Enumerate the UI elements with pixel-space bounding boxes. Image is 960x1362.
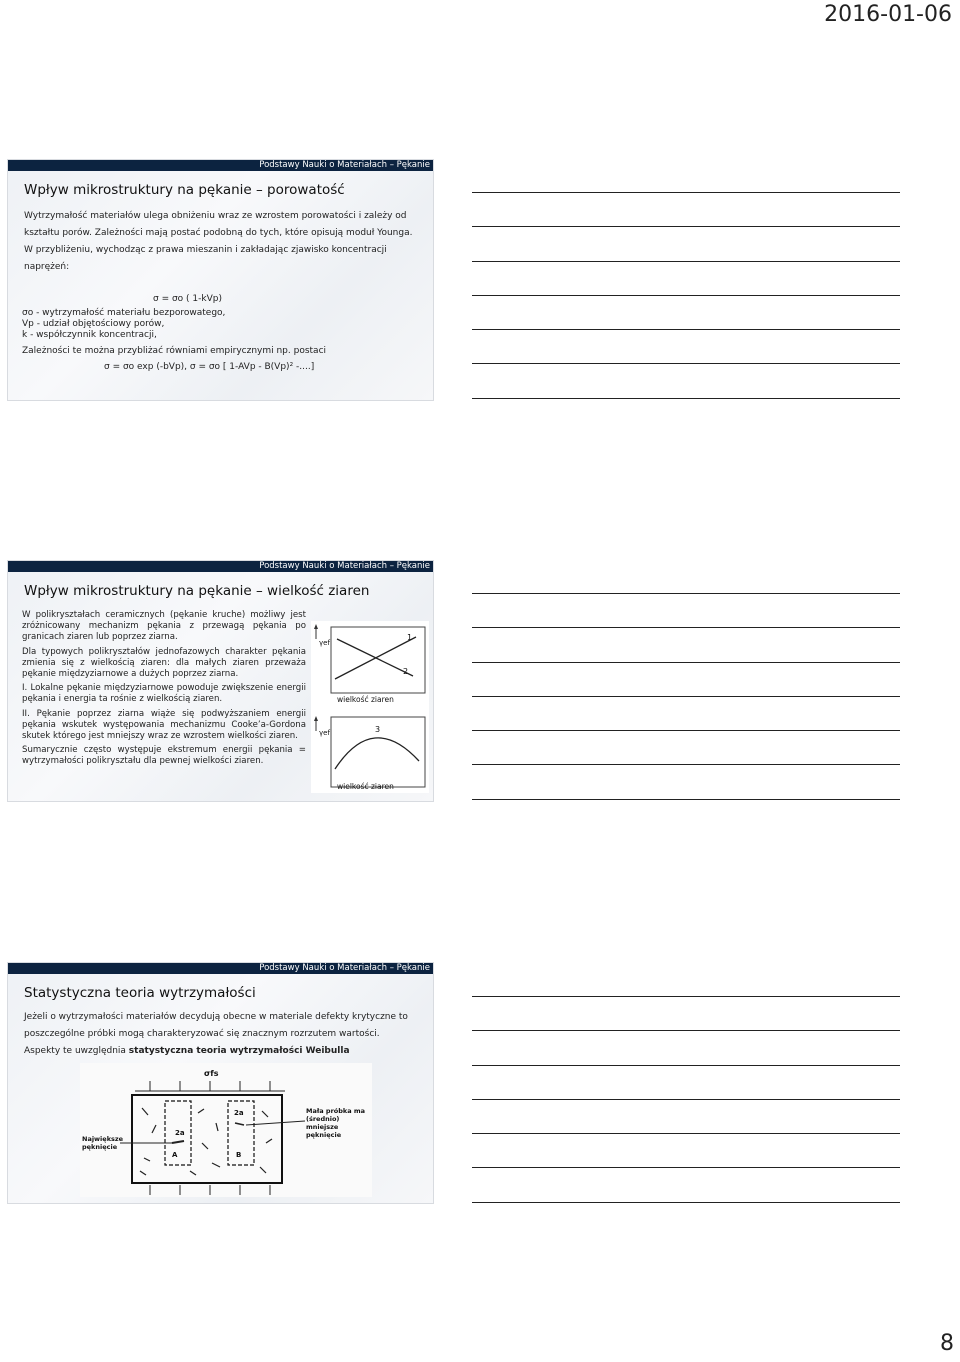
definitions — [22, 308, 225, 341]
slide-title: Statystyczna teoria wytrzymałości — [24, 985, 256, 1001]
paragraph: II. Pękanie poprzez ziarna wiąże się podwyższaniem energii pękania wskutek występowania mechanizmu Cooke’a-Gordona skutek którego jest mniejszy wraz ze wzrostem wielkości ziaren. — [22, 708, 306, 742]
slide-title: Wpływ mikrostruktury na pękanie – porowatość — [24, 182, 345, 198]
paragraph-bold: statystyczna teoria wytrzymałości Weibulla — [128, 1046, 350, 1056]
slide-body — [24, 1009, 424, 1060]
specimen-b-label: B — [236, 1151, 242, 1159]
slide-tag: Podstawy Nauki o Materiałach – Pękanie — [259, 561, 430, 571]
slide-header-bar — [8, 561, 433, 572]
x-axis-label: wielkość ziaren — [337, 782, 394, 791]
stress-label: σfs — [204, 1069, 219, 1078]
small-specimen-label: Mała próbka ma (średnio) mniejsze pęknięcie — [306, 1107, 366, 1139]
formula-main: σ = σo ( 1-kVp) — [153, 294, 222, 304]
paragraph: Zależności te można przybliżać równiami empirycznymi np. postaci — [22, 346, 327, 356]
slide-header-bar — [8, 963, 433, 974]
paragraph: W polikryształach ceramicznych (pękanie kruche) możliwy jest zróżnicowany mechanizm pękania z przewagą pękania po granicach ziaren lub poprzez ziarna. — [22, 610, 306, 643]
specimen-a-label: A — [172, 1151, 178, 1159]
definition: σo - wytrzymałość materiału bezporowatego, — [22, 308, 226, 318]
y-axis-label: γef — [319, 729, 330, 737]
slide-porowatosc — [7, 159, 434, 401]
definition: Vp - udział objętościowy porów, — [22, 319, 165, 329]
slide-wielkosc-ziaren — [7, 560, 434, 802]
paragraph: Jeżeli o wytrzymałości materiałów decydują obecne w materiale defekty krytyczne to poszczególne próbki mogą charakteryzować się znacznym rozrzutem wartości. — [24, 1012, 408, 1039]
slide-title: Wpływ mikrostruktury na pękanie – wielkość ziaren — [24, 583, 370, 599]
page-number: 8 — [940, 1331, 954, 1356]
largest-crack-label: Największe pęknięcie — [82, 1135, 124, 1151]
curve-label-3: 3 — [375, 725, 381, 734]
slide-statystyczna-teoria — [7, 962, 434, 1204]
grain-size-figure — [311, 621, 429, 793]
weibull-figure — [80, 1063, 372, 1197]
paragraph: W przybliżeniu, wychodząc z prawa mieszanin i zakładając zjawisko koncentracji naprężeń: — [24, 245, 387, 272]
y-axis-label: γef — [319, 639, 330, 647]
paragraph: Wytrzymałość materiałów ulega obniżeniu wraz ze wzrostem porowatości i zależy od kształtu porów. Zależności mają postać podobną do tych, które opisują moduł Younga. — [24, 211, 413, 238]
curve-label-1: 1 — [407, 633, 413, 642]
paragraph: I. Lokalne pękanie międzyziarnowe powoduje zwiększenie energii pękania i energia ta rośnie z wielkością ziaren. — [22, 683, 306, 705]
definition: k - współczynnik koncentracji, — [22, 330, 157, 340]
slide-body — [22, 610, 306, 768]
document-date: 2016-01-06 — [824, 2, 952, 27]
slide-body — [24, 208, 424, 276]
slide-header-bar — [8, 160, 433, 171]
paragraph — [24, 1043, 424, 1060]
paragraph: Dla typowych polikryształów jednofazowych charakter pękania zmienia się z wielkością ziaren: dla małych ziaren przeważa pękanie międzyziarnowe a dużych poprzez ziarna. — [22, 646, 306, 680]
crack-length-label: 2a — [175, 1129, 185, 1137]
x-axis-label: wielkość ziaren — [337, 695, 394, 704]
slide-tag: Podstawy Nauki o Materiałach – Pękanie — [259, 160, 430, 170]
slide-tag: Podstawy Nauki o Materiałach – Pękanie — [259, 963, 430, 973]
crack-length-label: 2a — [234, 1109, 244, 1117]
paragraph-plain: Aspekty te uwzględnia — [24, 1046, 129, 1056]
curve-label-2: 2 — [403, 667, 409, 676]
paragraph: Sumarycznie często występuje ekstremum energii pękania = wytrzymałości polikryształu dla pewnej wielkości ziaren. — [22, 745, 306, 767]
formula-empirical: σ = σo exp (-bVp), σ = σo [ 1-AVp - B(Vp)² -....] — [104, 362, 315, 372]
